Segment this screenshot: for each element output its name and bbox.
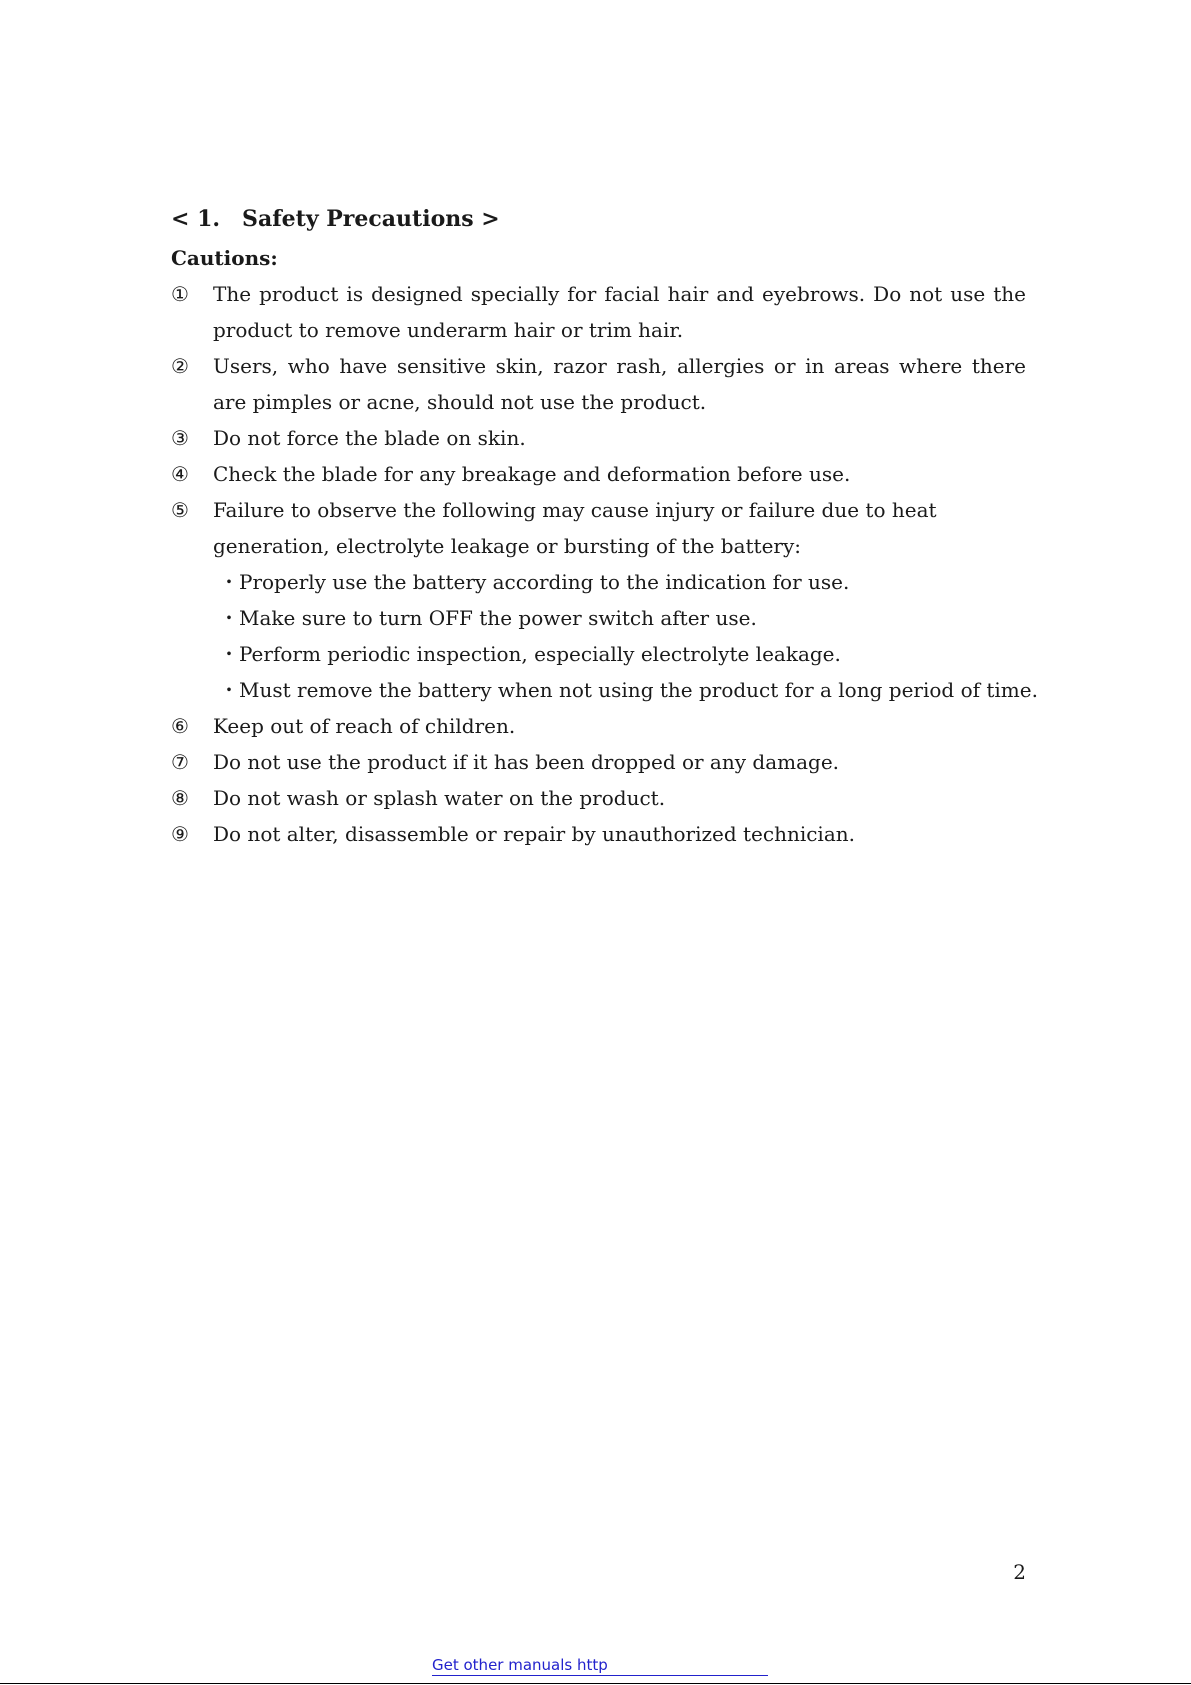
item-text: Keep out of reach of children. [213,714,516,738]
battery-note-4: ・Must remove the battery when not using the product for a long period of time. [219,678,1038,702]
caution-item-8 [171,780,1026,816]
battery-note-2: ・Make sure to turn OFF the power switch after use. [219,606,757,630]
item-number: ⑧ [171,786,189,810]
section-heading: < 1. Safety Precautions > [171,206,500,232]
item-number: ⑤ [171,498,189,522]
item-number: ④ [171,462,189,486]
caution-item-4 [171,456,1026,492]
item-number: ② [171,354,189,378]
caution-item-2 [171,348,1026,420]
caution-item-1 [171,276,1026,348]
item-text: Do not force the blade on skin. [213,426,526,450]
battery-note-1: ・Properly use the battery according to the indication for use. [219,570,850,594]
get-manuals-link[interactable]: Get other manuals http [432,1655,768,1676]
item-number: ① [171,282,189,306]
caution-item-3 [171,420,1026,456]
item-text: Check the blade for any breakage and deformation before use. [213,462,851,486]
item-text: Do not wash or splash water on the product. [213,786,666,810]
item-text: Failure to observe the following may cause injury or failure due to heat generation, electrolyte leakage or bursting of the battery: [213,498,937,558]
battery-note-3: ・Perform periodic inspection, especially electrolyte leakage. [219,642,841,666]
item-number: ③ [171,426,189,450]
cautions-label: Cautions: [171,246,278,270]
caution-item-7 [171,744,1026,780]
item-text: Do not use the product if it has been dropped or any damage. [213,750,840,774]
item-number: ⑥ [171,714,189,738]
page-content [171,198,1038,852]
caution-item-9 [171,816,1026,852]
caution-item-5 [171,492,1026,564]
item-text: Users, who have sensitive skin, razor rash, allergies or in areas where there are pimples or acne, should not use the product. [213,354,1026,414]
bottom-divider [0,1683,1191,1684]
page-number: 2 [1013,1560,1026,1584]
item-text: The product is designed specially for facial hair and eyebrows. Do not use the product to remove underarm hair or trim hair. [213,282,1026,342]
caution-item-6 [171,708,1026,744]
item-number: ⑦ [171,750,189,774]
item-number: ⑨ [171,822,189,846]
item-text: Do not alter, disassemble or repair by unauthorized technician. [213,822,855,846]
